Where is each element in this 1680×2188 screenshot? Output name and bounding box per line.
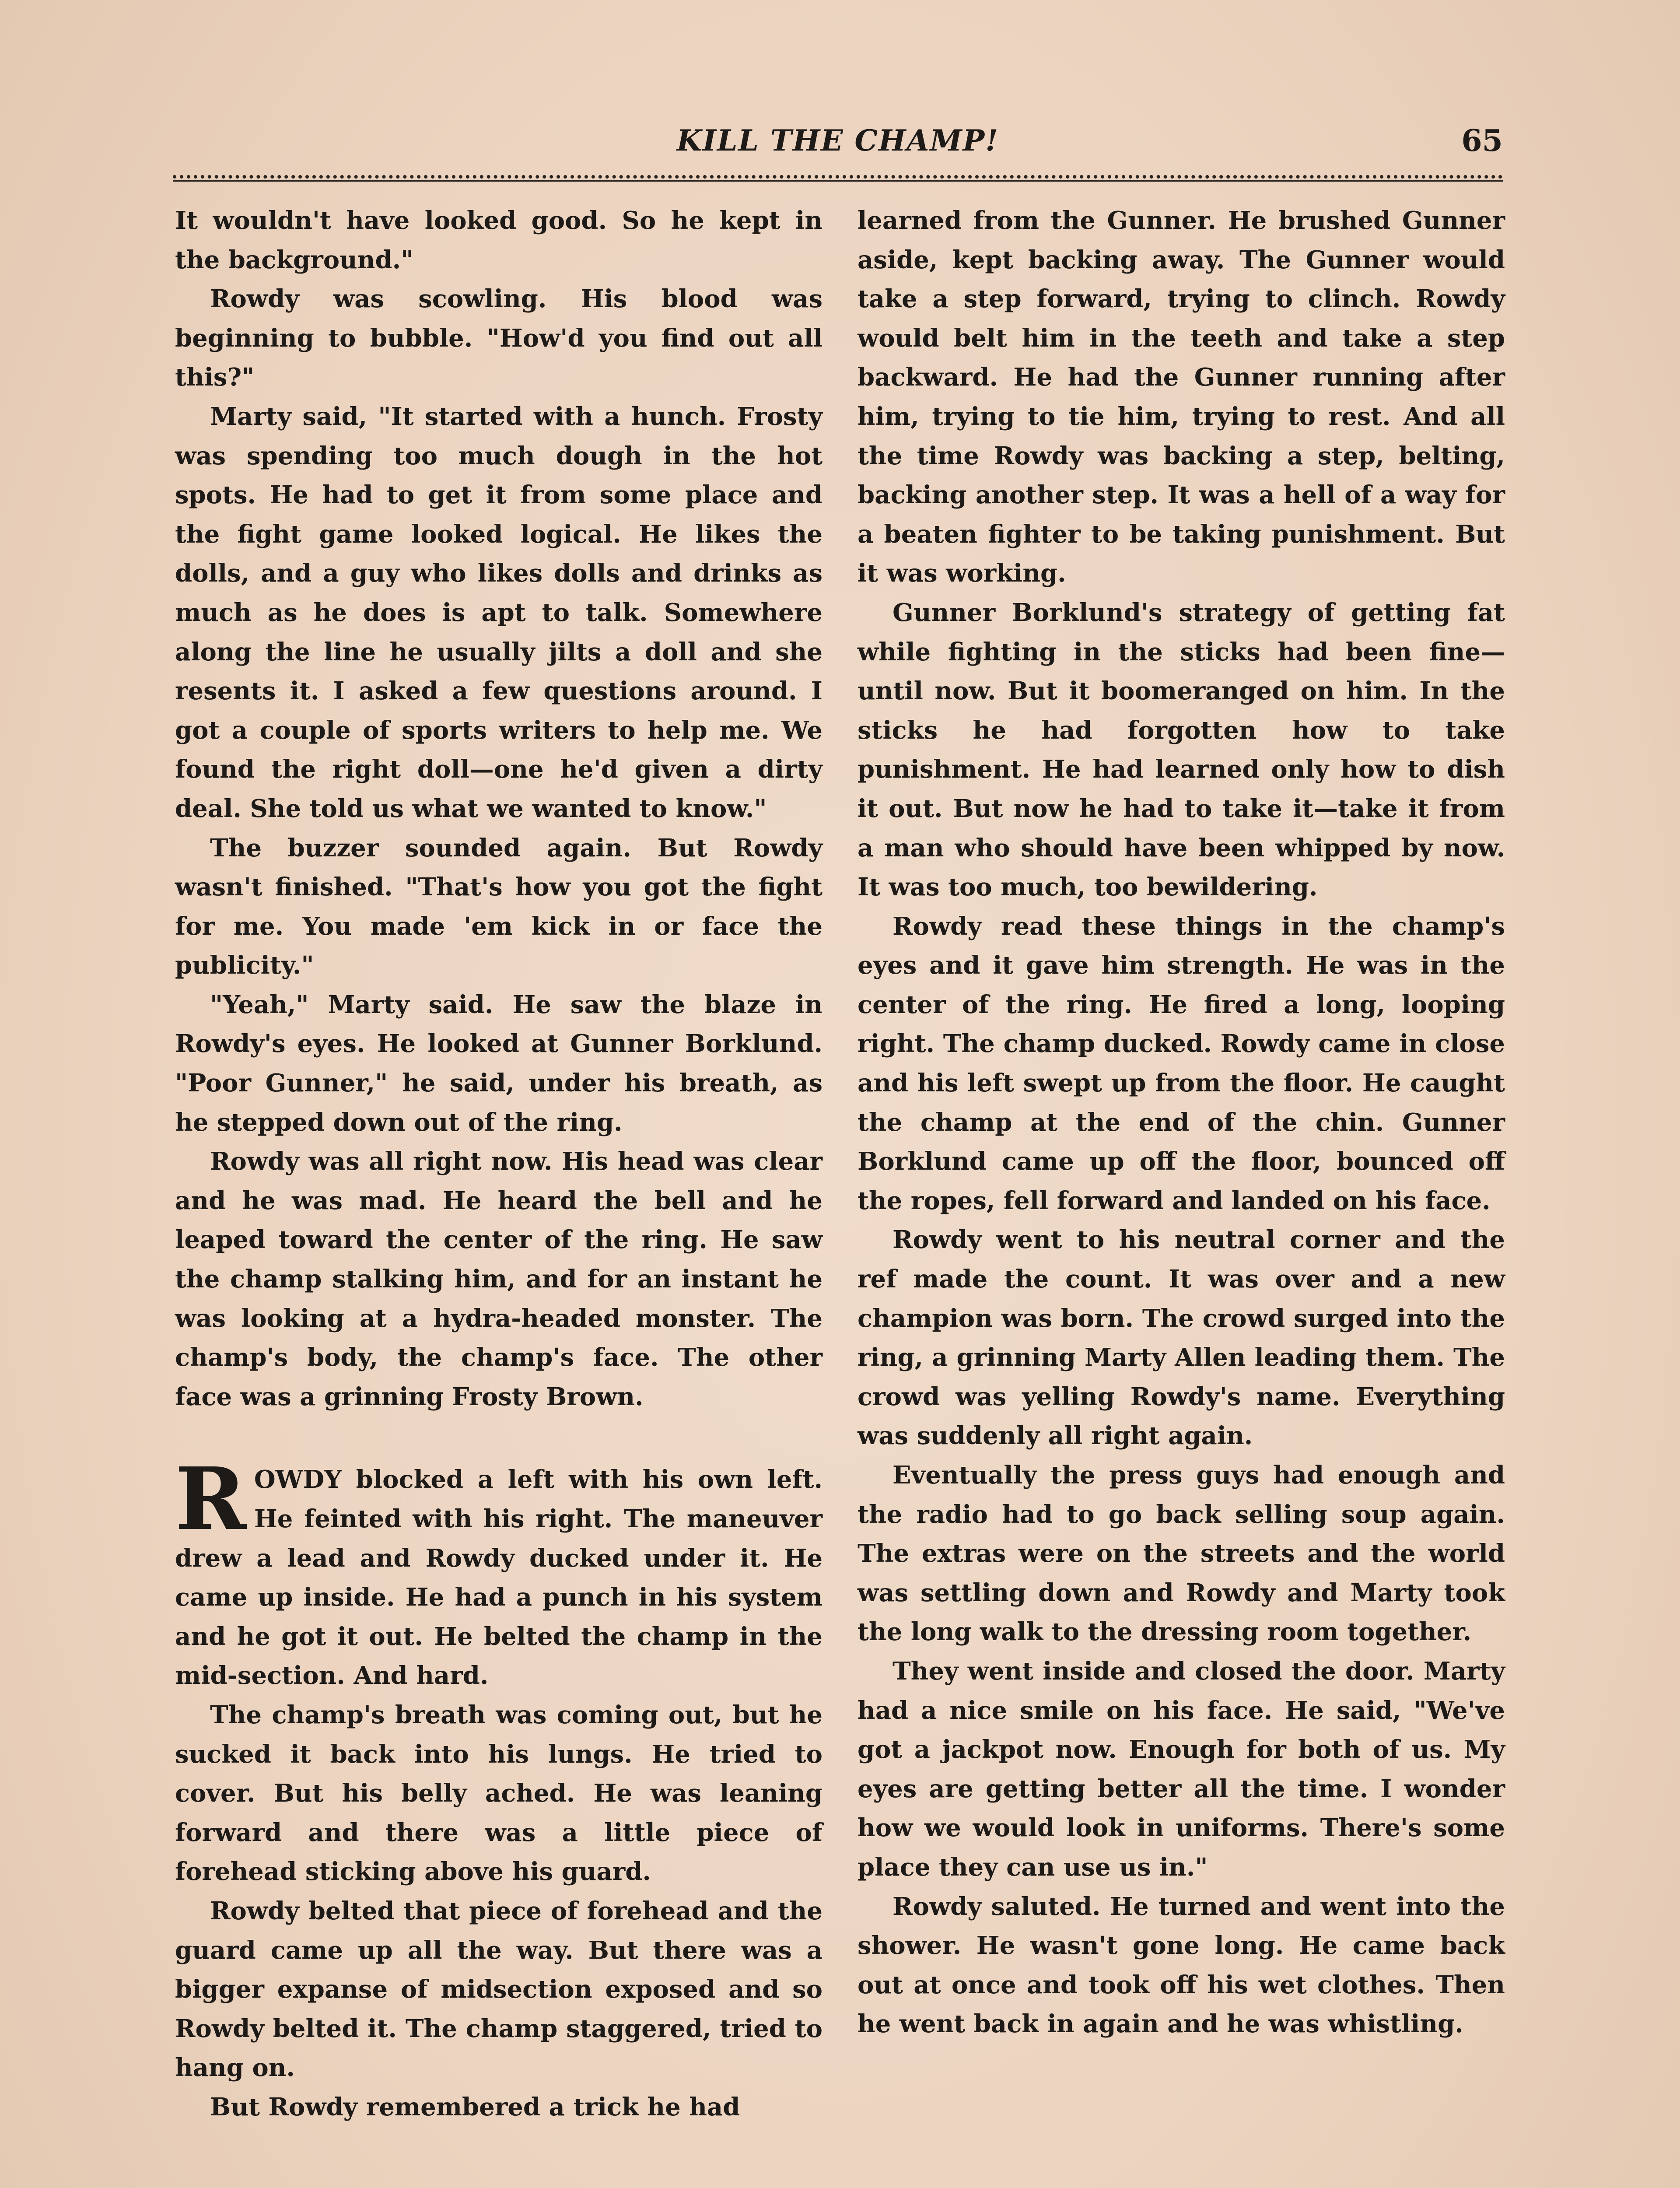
drop-cap-paragraph-text: OWDY blocked a left with his own left. He feinted with his right. The maneuver drew a lead and Rowdy ducked under it. He came up inside. He had a punch in his system and he got it out. He belted the champ in the mid-section. And hard. — [175, 1465, 822, 1690]
drop-cap: R — [175, 1449, 246, 1550]
page-header — [173, 123, 1503, 172]
paragraph: Rowdy belted that piece of forehead and the guard came up all the way. But there was a bigger expanse of midsection exposed and so Rowdy belted it. The champ staggered, tried to hang on. — [175, 1896, 822, 2083]
left-column — [175, 201, 822, 2188]
paragraph: The champ's breath was coming out, but he sucked it back into his lungs. He tried to cover. But his belly ached. He was leaning forward and there was a little piece of forehead sticking above his guard. — [175, 1700, 822, 1886]
drop-cap-paragraph — [175, 1449, 822, 1696]
paragraph: "Yeah," Marty said. He saw the blaze in Rowdy's eyes. He looked at Gunner Borklund. "Poor Gunner," he said, under his breath, as he stepped down out of the ring. — [175, 990, 822, 1137]
paragraph: Rowdy was scowling. His blood was beginning to bubble. "How'd you find out all this?" — [175, 284, 822, 392]
paragraph: The buzzer sounded again. But Rowdy wasn't finished. "That's how you got the fight for me. You made 'em kick in or face the publicity." — [175, 833, 822, 980]
paragraph: Rowdy went to his neutral corner and the ref made the count. It was over and a new champion was born. The crowd surged into the ring, a grinning Marty Allen leading them. The crowd was yelling Rowdy's name. Everything was suddenly all right again. — [858, 1225, 1505, 1451]
header-rule — [173, 180, 1503, 182]
paragraph: They went inside and closed the door. Marty had a nice smile on his face. He said, "We've got a jackpot now. Enough for both of us. My eyes are getting better all the time. I wonder how we would look in uniforms. There's some place they can use us in." — [858, 1656, 1505, 1882]
paragraph: But Rowdy remembered a trick he had — [210, 2092, 740, 2121]
paragraph: Marty said, "It started with a hunch. Frosty was spending too much dough in the hot spots. He had to get it from some place and the fight game looked logical. He likes the dolls, and a guy who likes dolls and drinks as much as he does is apt to talk. Somewhere along the line he usually jilts a doll and she resents it. I asked a few questions around. I got a couple of sports writers to help me. We found the right doll—one he'd given a dirty deal. She told us what we wanted to know." — [175, 402, 822, 823]
header-rule-dotted — [173, 175, 1503, 179]
running-title: KILL THE CHAMP! — [676, 123, 999, 158]
paragraph: Eventually the press guys had enough and the radio had to go back selling soup again. The extras were on the streets and the world was settling down and Rowdy and Marty took the long walk to the dressing room together. — [858, 1461, 1505, 1647]
paragraph: Rowdy was all right now. His head was clear and he was mad. He heard the bell and he leaped toward the center of the ring. He saw the champ stalking him, and for an instant he was looking at a hydra-headed monster. The champ's body, the champ's face. The other face was a grinning Frosty Brown. — [175, 1147, 822, 1411]
page-number: 65 — [1461, 123, 1503, 158]
right-column — [858, 201, 1505, 2188]
paragraph: Rowdy read these things in the champ's eyes and it gave him strength. He was in the center of the ring. He fired a long, looping right. The champ ducked. Rowdy came in close and his left swept up from the floor. He caught the champ at the end of the chin. Gunner Borklund came up off the floor, bounced off the ropes, fell forward and landed on his face. — [858, 912, 1505, 1215]
paragraph: learned from the Gunner. He brushed Gunner aside, kept backing away. The Gunner would take a step forward, trying to clinch. Rowdy would belt him in the teeth and take a step backward. He had the Gunner running after him, trying to tie him, trying to rest. And all the time Rowdy was backing a step, belting, backing another step. It was a hell of a way for a beaten fighter to be taking punishment. But it was working. — [858, 206, 1505, 588]
paragraph: Rowdy saluted. He turned and went into the shower. He wasn't gone long. He came back out at once and took off his wet clothes. Then he went back in again and he was whistling. — [858, 1892, 1505, 2039]
paragraph: Gunner Borklund's strategy of getting fat while fighting in the sticks had been fine—until now. But it boomeranged on him. In the sticks he had forgotten how to take punishment. He had learned only how to dish it out. But now he had to take it—take it from a man who should have been whipped by now. It was too much, too bewildering. — [858, 598, 1505, 902]
paragraph: It wouldn't have looked good. So he kept in the background." — [175, 206, 822, 274]
